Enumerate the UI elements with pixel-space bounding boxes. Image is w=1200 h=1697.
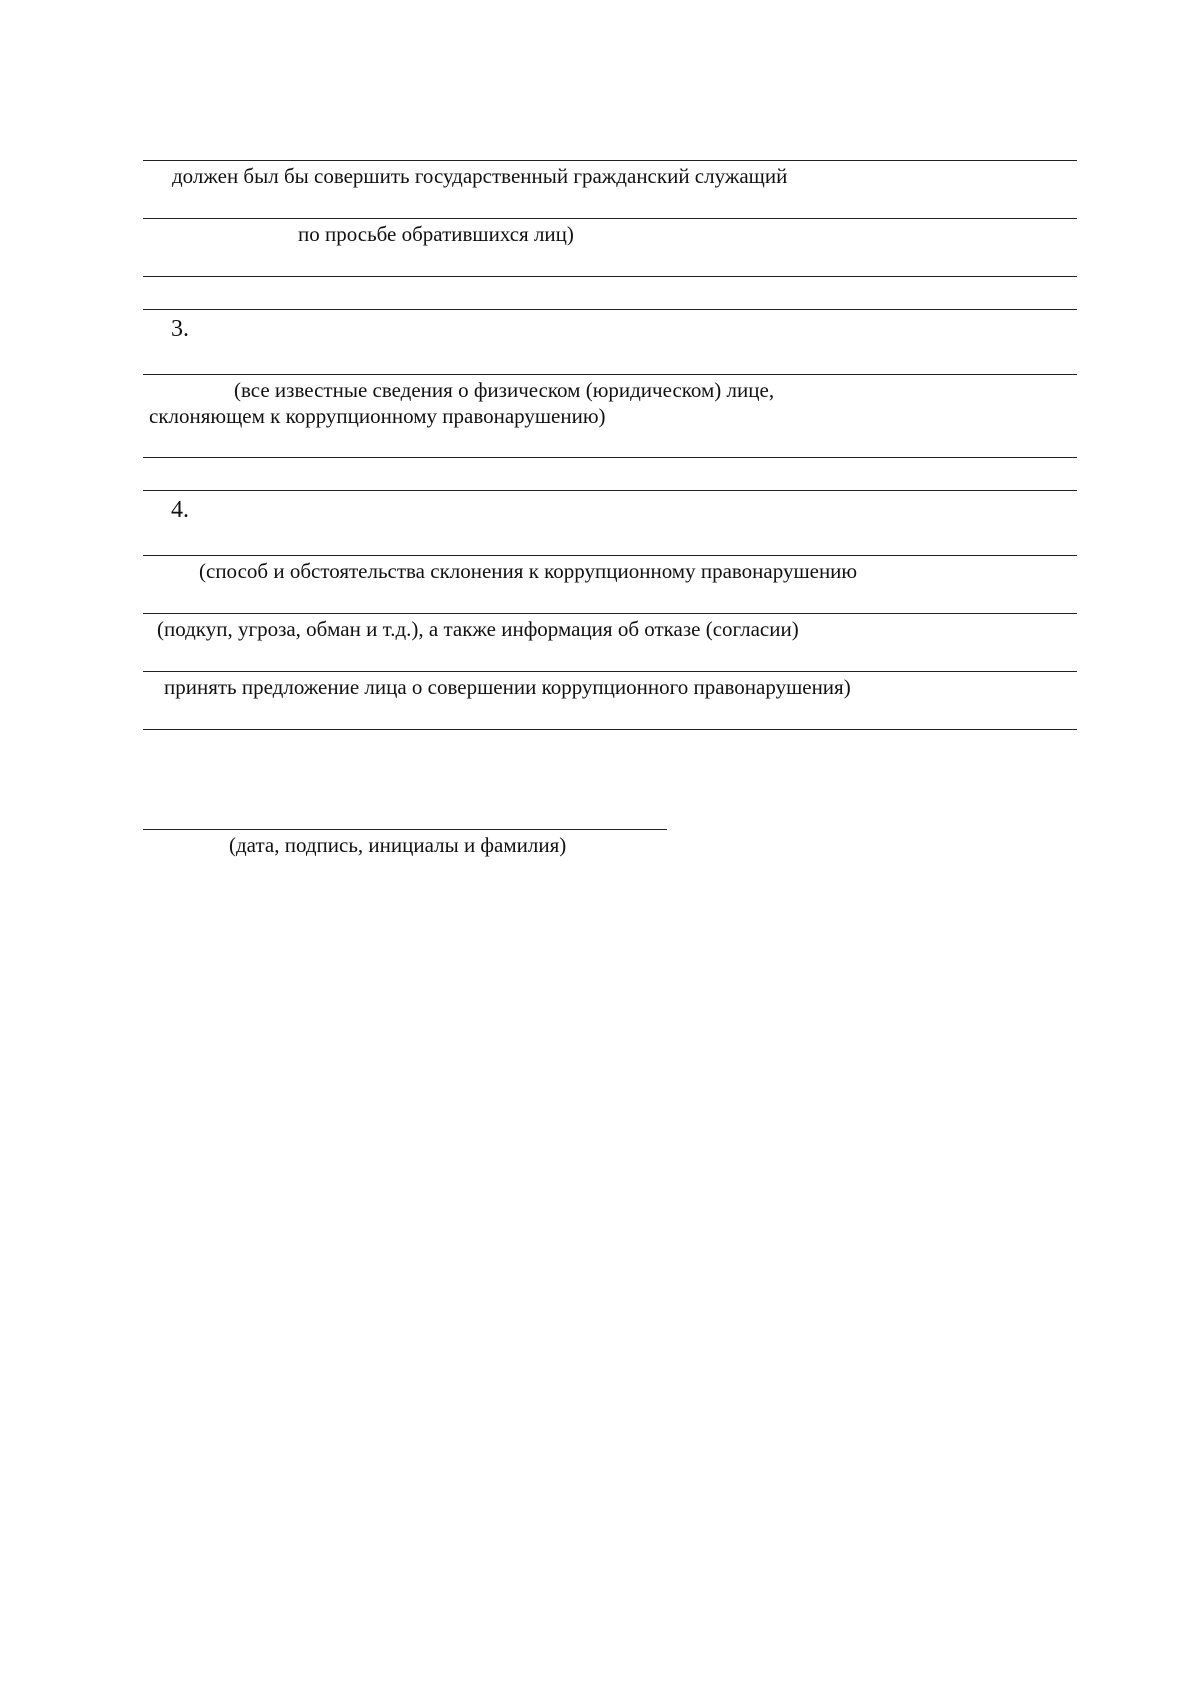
fill-line	[143, 218, 1077, 219]
section3-caption-line1: (все известные сведения о физическом (юридическом) лице,	[234, 378, 775, 402]
fill-line	[143, 160, 1077, 161]
fill-line	[143, 276, 1077, 277]
fill-line	[143, 613, 1077, 614]
section3-number: 3.	[171, 316, 189, 342]
fill-line	[143, 671, 1077, 672]
fill-line	[143, 555, 1077, 556]
section3-caption-line2: склоняющем к коррупционному правонарушению)	[149, 404, 606, 428]
section2-caption-line2: по просьбе обратившихся лиц)	[298, 222, 574, 246]
section4-caption-line2: (подкуп, угроза, обман и т.д.), а также информация об отказе (согласии)	[157, 617, 799, 641]
signature-line	[143, 829, 667, 830]
signature-caption: (дата, подпись, инициалы и фамилия)	[229, 833, 567, 857]
section4-number: 4.	[171, 497, 189, 523]
section4-caption-line1: (способ и обстоятельства склонения к коррупционному правонарушению	[199, 559, 858, 583]
fill-line	[143, 457, 1077, 458]
fill-line	[143, 374, 1077, 375]
section2-caption-line1: должен был бы совершить государственный гражданский служащий	[172, 164, 788, 188]
fill-line	[143, 309, 1077, 310]
fill-line	[143, 729, 1077, 730]
section4-caption-line3: принять предложение лица о совершении коррупционного правонарушения)	[164, 675, 851, 699]
fill-line	[143, 490, 1077, 491]
